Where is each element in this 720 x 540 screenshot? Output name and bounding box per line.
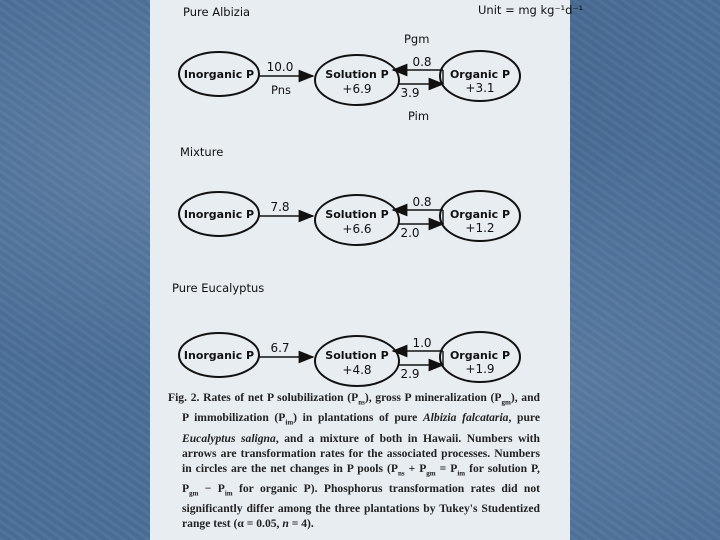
pim-value: 3.9 xyxy=(400,86,420,100)
solution-pool-label: Solution P xyxy=(325,349,389,362)
diagram-title: Pure Albizia xyxy=(183,5,251,19)
pim-label: Pim xyxy=(408,109,430,123)
diagram-title: Mixture xyxy=(180,145,224,159)
organic-pool-label: Organic P xyxy=(449,208,511,221)
pgm-value: 0.8 xyxy=(412,55,432,69)
inorganic-pool-label: Inorganic P xyxy=(183,349,255,362)
solution-pool-label: Solution P xyxy=(325,208,389,221)
organic-pool-label: Organic P xyxy=(449,68,511,81)
pgm-value: 1.0 xyxy=(412,336,432,350)
pns-value: 10.0 xyxy=(266,60,294,74)
organic-net-change: +3.1 xyxy=(465,81,495,95)
pns-value: 6.7 xyxy=(270,341,290,355)
pim-value: 2.0 xyxy=(400,226,420,240)
unit-label: Unit = mg kg⁻¹d⁻¹ xyxy=(478,3,584,17)
diagram-1 xyxy=(179,145,520,245)
solution-net-change: +6.6 xyxy=(342,222,372,236)
pgm-label: Pgm xyxy=(404,32,430,46)
pns-value: 7.8 xyxy=(270,200,290,214)
organic-pool-label: Organic P xyxy=(449,349,511,362)
solution-net-change: +6.9 xyxy=(342,82,372,96)
pgm-value: 0.8 xyxy=(412,195,432,209)
solution-pool-label: Solution P xyxy=(325,68,389,81)
pim-value: 2.9 xyxy=(400,367,420,381)
organic-net-change: +1.2 xyxy=(465,221,495,235)
inorganic-pool-label: Inorganic P xyxy=(183,68,255,81)
figure-caption: Fig. 2. Rates of net P solubilization $(P_{ns})$, gross P mineralization $(P_{gm})$, and P immobilization $(P_{im})$ in plantations of pure Albizia falcataria, pure Eucalyptus saligna, and a mixture of both in Hawaii. Numbers with arrows are transformation rates for the associated processes. Numbers in circles are the net changes in P pools ($P_{ns} + P_{gm} = P_{im}$ for solution P, $P_{gm} - P_{im}$ for organic P). Phosphorus transformation rates did not significantly differ among the three plantations by Tukey's Studentized range test (α = 0.05, n = 4). xyxy=(168,391,541,531)
diagram-2 xyxy=(172,281,520,386)
organic-net-change: +1.9 xyxy=(465,362,495,376)
diagram-title: Pure Eucalyptus xyxy=(172,281,265,295)
pns-label: Pns xyxy=(271,83,292,97)
inorganic-pool-label: Inorganic P xyxy=(183,208,255,221)
diagram-0 xyxy=(179,5,520,105)
solution-net-change: +4.8 xyxy=(342,363,372,377)
